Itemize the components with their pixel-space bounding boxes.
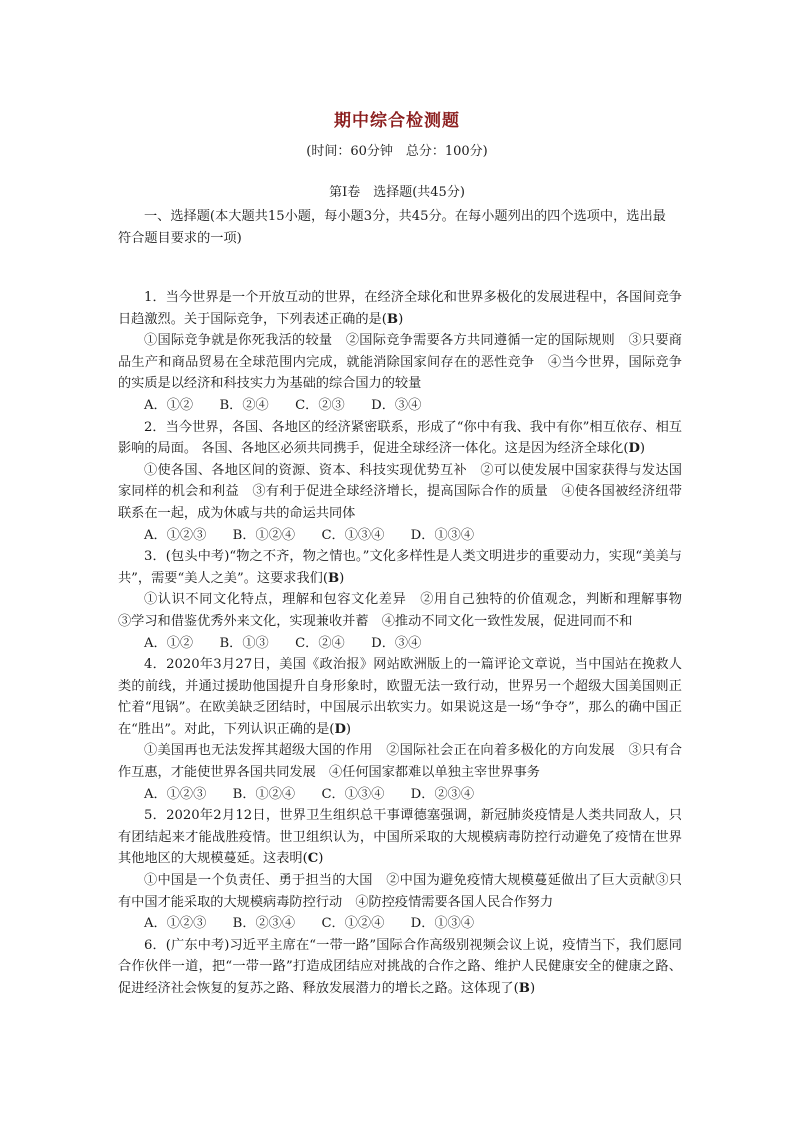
- question-item: [118, 546, 696, 654]
- exam-time-info: (时间：60分钟 总分：100分): [306, 144, 488, 159]
- question-statements: ①认识不同文化特点，理解和包容文化差异 ②用自己独特的价值观念，判断和理解事物 ③学习和借鉴优秀外来文化，实现兼收并蓄 ④推动不同文化一致性发展，促进同而不和: [118, 592, 696, 629]
- question-statements: ①使各国、各地区间的资源、资本、科技实现优势互补 ②可以使发展中国家获得与发达国家同样的机会和利益 ③有利于促进全球经济增长，提高国际合作的质量 ④使各国被经济纽带联系在一起，成为休戚与共的命运共同体: [118, 462, 682, 521]
- answer-key: B: [386, 311, 399, 327]
- question-stem: 2．当今世界，各国、各地区的经济紧密联系，形成了“你中有我、我中有你”相互依存、相互影响的局面。 各国、各地区必须共同携手，促进全球经济一体化。这是因为经济全球化(D): [118, 419, 682, 457]
- answer-key: D: [334, 721, 346, 737]
- question-item: [118, 654, 682, 805]
- question-stem: 3．(包头中考)“物之不齐，物之情也。”文化多样性是人类文明进步的重要动力，实现“美美与共”，需要“美人之美”。这要求我们(B): [118, 549, 682, 586]
- question-statements: ①中国是一个负责任、勇于担当的大国 ②中国为避免疫情大规模蔓延做出了巨大贡献③只有中国才能采取的大规模病毒防控行动 ④防控疫情需要各国人民合作努力: [118, 873, 682, 910]
- question-options: A．①②③ B．①②④ C．①③④ D．①③④: [144, 527, 475, 543]
- answer-key: C: [307, 851, 319, 867]
- section-heading: 第Ⅰ卷 选择题(共45分): [329, 185, 465, 200]
- question-options: A．①②③ B．②③④ C．①②④ D．①③④: [144, 916, 475, 932]
- answer-key: B: [328, 570, 340, 586]
- question-statements: ①国际竞争就是你死我活的较量 ②国际竞争需要各方共同遵循一定的国际规则 ③只要商品生产和商品贸易在全球范围内完成，就能消除国家间存在的恶性竞争 ④当今世界，国际竞争的实质是以经济和科技实力为基础的综合国力的较量: [118, 333, 682, 392]
- question-options: A．①②③ B．①②④ C．①③④ D．②③④: [144, 786, 475, 802]
- question-item: [118, 417, 682, 547]
- section-instructions: 一、选择题(本大题共15小题，每小题3分，共45分。在每小题列出的四个选项中，选出最符合题目要求的一项): [118, 209, 666, 246]
- question-item: [118, 805, 682, 935]
- question-stem: 1．当今世界是一个开放互动的世界，在经济全球化和世界多极化的发展进程中，各国间竞争日趋激烈。关于国际竞争，下列表述正确的是(B): [118, 290, 682, 327]
- question-options: A．①② B．①③ C．②④ D．③④: [144, 635, 422, 651]
- question-stem: 6．(广东中考)习近平主席在“一带一路”国际合作高级别视频会议上说，疫情当下，我们愿同合作伙伴一道，把“一带一路”打造成团结应对挑战的合作之路、维护人民健康安全的健康之路、促进经济社会恢复的复苏之路、释放发展潜力的增长之路。这体现了(B): [118, 937, 682, 996]
- question-list: [118, 287, 696, 1000]
- question-item: [118, 935, 682, 1000]
- answer-key: D: [628, 441, 640, 457]
- answer-key: B: [518, 981, 530, 996]
- page-title: 期中综合检测题: [334, 111, 460, 131]
- question-stem: 5．2020年2月12日，世界卫生组织总干事谭德塞强调，新冠肺炎疫情是人类共同敌人，只有团结起来才能战胜疫情。世卫组织认为，中国所采取的大规模病毒防控行动避免了疫情在世界其他地区的大规模蔓延。这表明(C): [118, 808, 682, 867]
- question-statements: ①美国再也无法发挥其超级大国的作用 ②国际社会正在向着多极化的方向发展 ③只有合作互惠，才能使世界各国共同发展 ④任何国家都难以单独主宰世界事务: [118, 743, 682, 781]
- question-item: [118, 287, 682, 417]
- question-stem: 4．2020年3月27日，美国《政治报》网站欧洲版上的一篇评论文章说，当中国站在挽救人类的前线，并通过援助他国提升自身形象时，欧盟无法一致行动，世界另一个超级大国美国则正忙着“甩锅”。在欧美缺乏团结时，中国展示出软实力。如果说这是一场“争夺”，那么的确中国正在“胜出”。对此，下列认识正确的是(D): [118, 657, 682, 737]
- question-options: A．①② B．②④ C．②③ D．③④: [144, 397, 422, 413]
